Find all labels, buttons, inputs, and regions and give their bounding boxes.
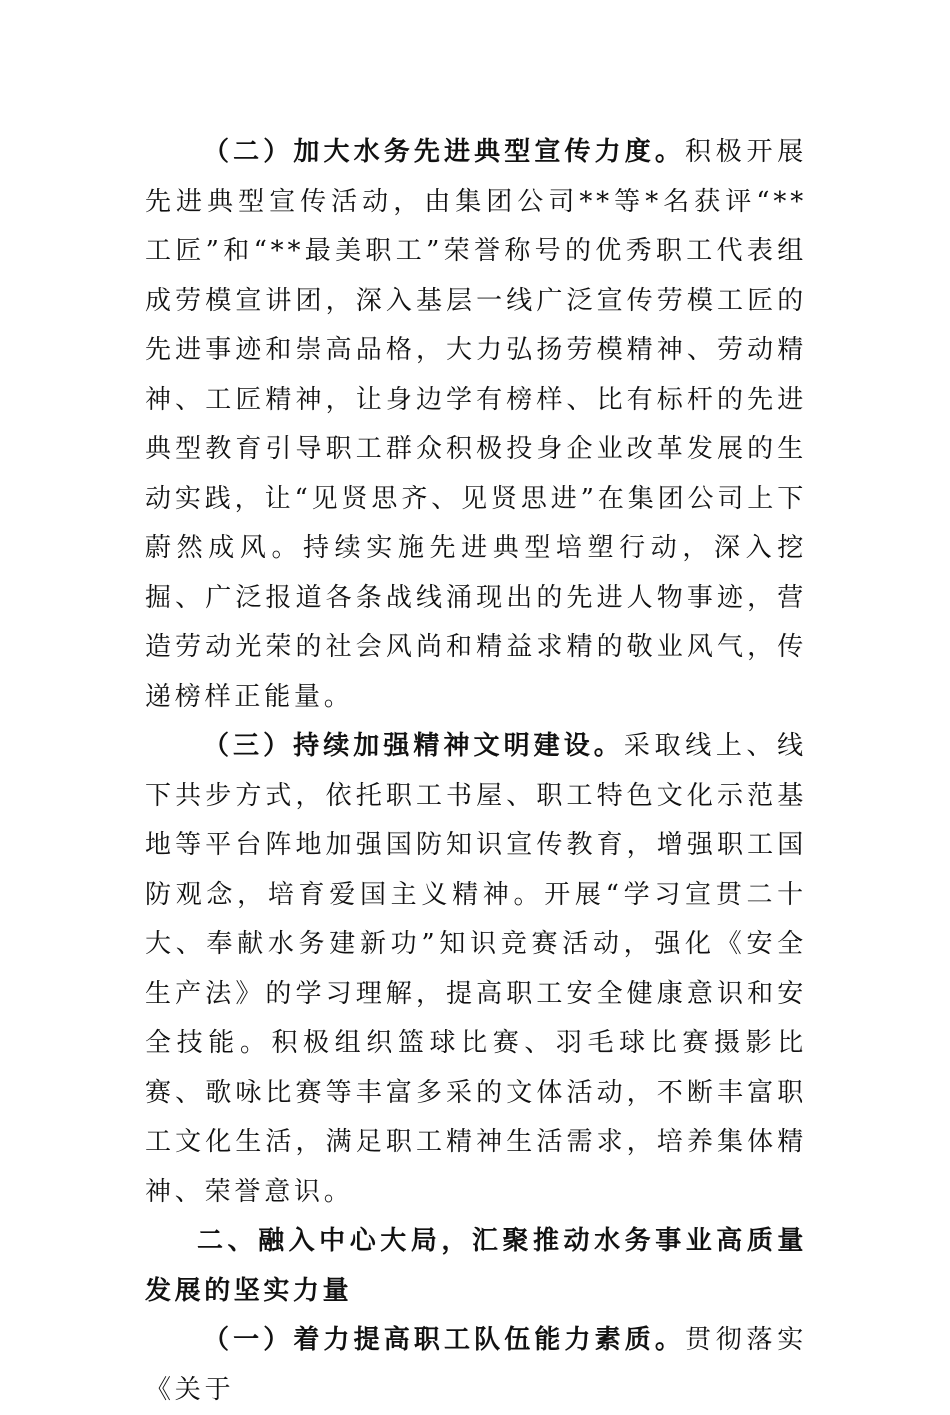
section-1-body: 贯彻落实《关于 (145, 1325, 808, 1405)
section-3-body: 采取线上、线下共步方式，依托职工书屋、职工特色文化示范基地等平台阵地加强国防知识宣传教育，增强职工国防观念，培育爱国主义精神。开展“学习宣贯二十大、奉献水务建新功”知识竞赛活动，强化《安全生产法》的学习理解，提高职工安全健康意识和安全技能。积极组织篮球比赛、羽毛球比赛摄影比赛、歌咏比赛等丰富多采的文体活动，不断丰富职工文化生活，满足职工精神生活需求，培养集体精神、荣誉意识。 (145, 731, 807, 1207)
section-3-lead: （三）持续加强精神文明建设。 (203, 731, 624, 761)
document-body (145, 128, 807, 1415)
paragraph-section-3 (145, 722, 807, 1217)
section-2-lead: （二）加大水务先进典型宣传力度。 (203, 137, 686, 167)
paragraph-section-1 (145, 1316, 807, 1415)
paragraph-section-2 (145, 128, 807, 722)
section-1-lead: （一）着力提高职工队伍能力素质。 (203, 1325, 686, 1355)
chapter-heading: 二、融入中心大局，汇聚推动水务事业高质量发展的坚实力量 (145, 1226, 807, 1306)
section-2-body: 积极开展先进典型宣传活动，由集团公司**等*名获评“**工匠”和“**最美职工”荣誉称号的优秀职工代表组成劳模宣讲团，深入基层一线广泛宣传劳模工匠的先进事迹和崇高品格，大力弘扬劳模精神、劳动精神、工匠精神，让身边学有榜样、比有标杆的先进典型教育引导职工群众积极投身企业改革发展的生动实践，让“见贤思齐、见贤思进”在集团公司上下蔚然成风。持续实施先进典型培塑行动，深入挖掘、广泛报道各条战线涌现出的先进人物事迹，营造劳动光荣的社会风尚和精益求精的敬业风气，传递榜样正能量。 (145, 137, 808, 712)
